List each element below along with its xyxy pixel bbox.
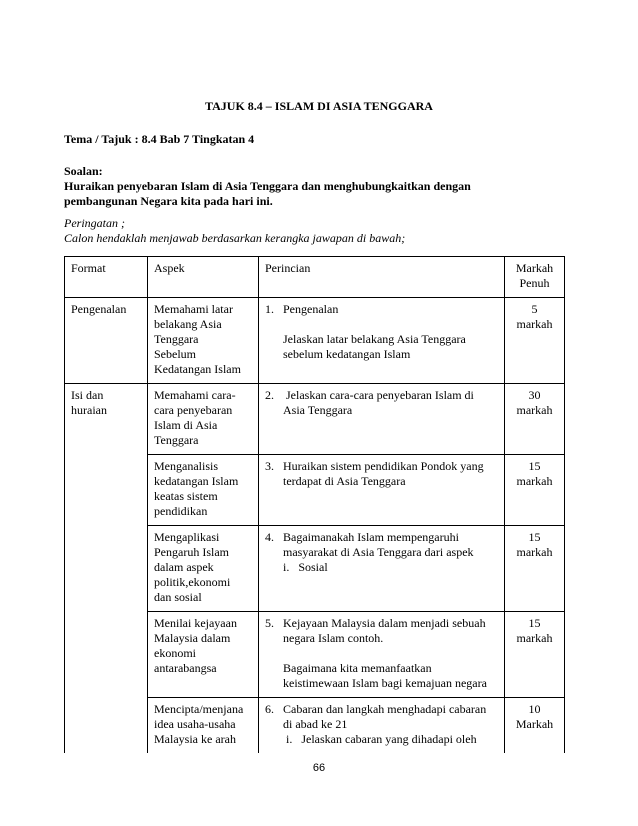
soalan-text-line-2: pembangunan Negara kita pada hari ini. — [64, 194, 273, 208]
format-text: Pengenalan — [71, 302, 127, 316]
markah-cell — [505, 698, 565, 754]
format-text: huraian — [71, 403, 107, 417]
header-markah-line-2: Penuh — [519, 276, 550, 290]
markah-cell — [505, 384, 565, 455]
markah-unit: markah — [516, 474, 553, 488]
aspek-cell — [148, 612, 259, 698]
peringatan-text: Calon hendaklah menjawab berdasarkan kerangka jawapan di bawah; — [64, 231, 406, 245]
perincian-cell — [259, 298, 505, 384]
markah-cell — [505, 612, 565, 698]
item-number: 6. — [265, 702, 274, 716]
format-cell-empty — [65, 698, 148, 754]
perincian-cell — [259, 698, 505, 754]
peringatan-label: Peringatan ; — [64, 216, 125, 230]
markah-unit: Markah — [515, 717, 554, 731]
perincian-cell — [259, 612, 505, 698]
perincian-line: negara Islam contoh. — [283, 631, 384, 645]
tema-line: Tema / Tajuk : 8.4 Bab 7 Tingkatan 4 — [64, 132, 255, 146]
perincian-line: sebelum kedatangan Islam — [283, 347, 411, 361]
markah-cell — [505, 298, 565, 384]
aspek-line: Kedatangan Islam — [154, 362, 241, 376]
aspek-line: kedatangan Islam — [154, 474, 239, 488]
aspek-line: Memahami cara- — [154, 388, 236, 402]
perincian-line: Asia Tenggara — [283, 403, 353, 417]
perincian-subitem: i. Jelaskan cabaran yang dihadapi oleh — [283, 732, 477, 746]
aspek-line: cara penyebaran — [154, 403, 233, 417]
table-row — [65, 384, 565, 455]
perincian-cell — [259, 455, 505, 526]
perincian-line: Bagaimanakah Islam mempengaruhi — [283, 530, 459, 544]
header-format: Format — [65, 257, 148, 298]
format-cell-empty — [65, 612, 148, 698]
aspek-line: Tenggara — [154, 332, 199, 346]
item-number: 4. — [265, 530, 274, 544]
perincian-line: Bagaimana kita memanfaatkan — [283, 661, 432, 675]
aspek-cell — [148, 298, 259, 384]
table-row — [65, 298, 565, 384]
document-title: TAJUK 8.4 – ISLAM DI ASIA TENGGARA — [205, 99, 433, 113]
perincian-line: di abad ke 21 — [283, 717, 348, 731]
aspek-line: antarabangsa — [154, 661, 217, 675]
perincian-subitem: i. Sosial — [283, 560, 328, 574]
perincian-line: Huraikan sistem pendidikan Pondok yang — [283, 459, 484, 473]
aspek-line: Tenggara — [154, 433, 199, 447]
markah-unit: markah — [516, 545, 553, 559]
aspek-line: politik,ekonomi — [154, 575, 231, 589]
aspek-line: Mencipta/menjana — [154, 702, 244, 716]
perincian-line: Kejayaan Malaysia dalam menjadi sebuah — [283, 616, 486, 630]
perincian-line: Cabaran dan langkah menghadapi cabaran — [283, 702, 487, 716]
table-row — [65, 455, 565, 526]
markah-value: 30 — [528, 388, 541, 402]
format-cell-empty — [65, 455, 148, 526]
aspek-line: Sebelum — [154, 347, 196, 361]
aspek-cell — [148, 526, 259, 612]
format-cell-empty — [65, 526, 148, 612]
table-row — [65, 698, 565, 754]
header-markah-line-1: Markah — [515, 261, 554, 275]
aspek-line: Menganalisis — [154, 459, 218, 473]
aspek-cell — [148, 384, 259, 455]
perincian-line: keistimewaan Islam bagi kemajuan negara — [283, 676, 487, 690]
aspek-cell — [148, 455, 259, 526]
perincian-line: terdapat di Asia Tenggara — [283, 474, 406, 488]
markah-value: 5 — [531, 302, 538, 316]
markah-value: 10 — [528, 702, 541, 716]
perincian-cell — [259, 384, 505, 455]
aspek-line: ekonomi — [154, 646, 196, 660]
perincian-line: Pengenalan — [283, 302, 339, 316]
item-number: 5. — [265, 616, 274, 630]
aspek-line: belakang Asia — [154, 317, 222, 331]
aspek-line: pendidikan — [154, 504, 208, 518]
item-number: 2. — [265, 388, 274, 402]
page-number: 66 — [312, 762, 326, 774]
markah-value: 15 — [528, 530, 541, 544]
aspek-line: Malaysia dalam — [154, 631, 231, 645]
format-cell — [65, 298, 148, 384]
aspek-line: keatas sistem — [154, 489, 218, 503]
perincian-cell — [259, 526, 505, 612]
item-number: 3. — [265, 459, 274, 473]
aspek-line: Mengaplikasi — [154, 530, 220, 544]
perincian-line: Jelaskan cara-cara penyebaran Islam di — [283, 388, 474, 402]
markah-unit: markah — [516, 631, 553, 645]
header-perincian: Perincian — [259, 257, 505, 298]
aspek-line: Islam di Asia — [154, 418, 218, 432]
item-number: 1. — [265, 302, 274, 316]
table-row — [65, 612, 565, 698]
aspek-line: dan sosial — [154, 590, 202, 604]
header-aspek: Aspek — [148, 257, 259, 298]
table-header-row — [65, 257, 565, 298]
aspek-line: dalam aspek — [154, 560, 214, 574]
aspek-line: Pengaruh Islam — [154, 545, 229, 559]
soalan-text-line-1: Huraikan penyebaran Islam di Asia Tenggara dan menghubungkaitkan dengan — [64, 179, 471, 193]
format-cell — [65, 384, 148, 455]
header-markah-penuh — [505, 257, 565, 298]
answer-framework-table — [64, 256, 565, 753]
aspek-line: Memahami latar — [154, 302, 233, 316]
markah-unit: markah — [516, 317, 553, 331]
table-row — [65, 526, 565, 612]
markah-value: 15 — [528, 459, 541, 473]
perincian-line: masyarakat di Asia Tenggara dari aspek — [283, 545, 474, 559]
soalan-label: Soalan: — [64, 164, 103, 178]
aspek-line: Menilai kejayaan — [154, 616, 237, 630]
perincian-line: Jelaskan latar belakang Asia Tenggara — [283, 332, 466, 346]
aspek-line: idea usaha-usaha — [154, 717, 236, 731]
aspek-cell — [148, 698, 259, 754]
markah-cell — [505, 526, 565, 612]
markah-unit: markah — [516, 403, 553, 417]
markah-value: 15 — [528, 616, 541, 630]
markah-cell — [505, 455, 565, 526]
format-text: Isi dan — [71, 388, 104, 402]
aspek-line: Malaysia ke arah — [154, 732, 236, 746]
